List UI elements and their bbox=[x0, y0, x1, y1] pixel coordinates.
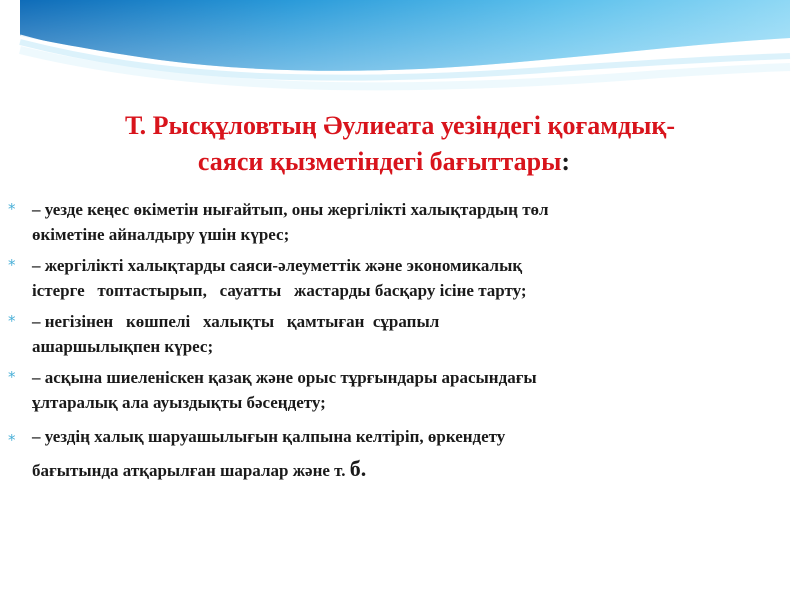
bullet-line-2: істерге топтастырып, сауатты жастарды басқару ісіне тарту; bbox=[32, 281, 527, 300]
bullet-line-1: – уезде кеңес өкіметін нығайтып, оны жергілікті халықтардың төл bbox=[32, 200, 549, 219]
bullet-item bbox=[6, 309, 766, 359]
title-line-2 bbox=[0, 144, 800, 180]
slide-title bbox=[0, 108, 800, 180]
bullet-line-1: – асқына шиеленіскен қазақ және орыс тұрғындары арасындағы bbox=[32, 368, 537, 387]
bullet-line-2: өкіметіне айналдыру үшін күрес; bbox=[32, 225, 290, 244]
asterisk-bullet-icon: * bbox=[8, 368, 16, 386]
title-line-2-text: саяси қызметіндегі бағыттары bbox=[197, 147, 562, 176]
title-line-1: Т. Рысқұловтың Әулиеата уезіндегі қоғамдық- bbox=[124, 111, 676, 140]
title-colon: : bbox=[561, 147, 571, 176]
asterisk-bullet-icon: * bbox=[8, 200, 16, 218]
bullet-list bbox=[6, 197, 766, 493]
asterisk-bullet-icon: * bbox=[8, 256, 16, 274]
bullet-line-1: – уездің халық шаруашылығын қалпына келтіріп, өркендету bbox=[32, 427, 506, 446]
bullet-line-2-end: б. bbox=[349, 456, 367, 481]
bullet-item bbox=[6, 421, 766, 487]
bullet-line-2: ұлтаралық ала ауыздықты бәсеңдету; bbox=[32, 393, 326, 412]
asterisk-bullet-icon: * bbox=[8, 312, 16, 330]
bullet-line-2: бағытында атқарылған шаралар және т. bbox=[32, 461, 350, 480]
asterisk-bullet-icon: * bbox=[8, 431, 16, 449]
bullet-line-1: – негізінен көшпелі халықты қамтыған сұрапыл bbox=[32, 312, 440, 331]
header-wave-decoration bbox=[0, 0, 800, 100]
bullet-item bbox=[6, 253, 766, 303]
bullet-line-2: ашаршылықпен күрес; bbox=[32, 337, 214, 356]
bullet-item bbox=[6, 197, 766, 247]
bullet-line-1: – жергілікті халықтарды саяси-әлеуметтік және экономикалық bbox=[32, 256, 523, 275]
bullet-item bbox=[6, 365, 766, 415]
